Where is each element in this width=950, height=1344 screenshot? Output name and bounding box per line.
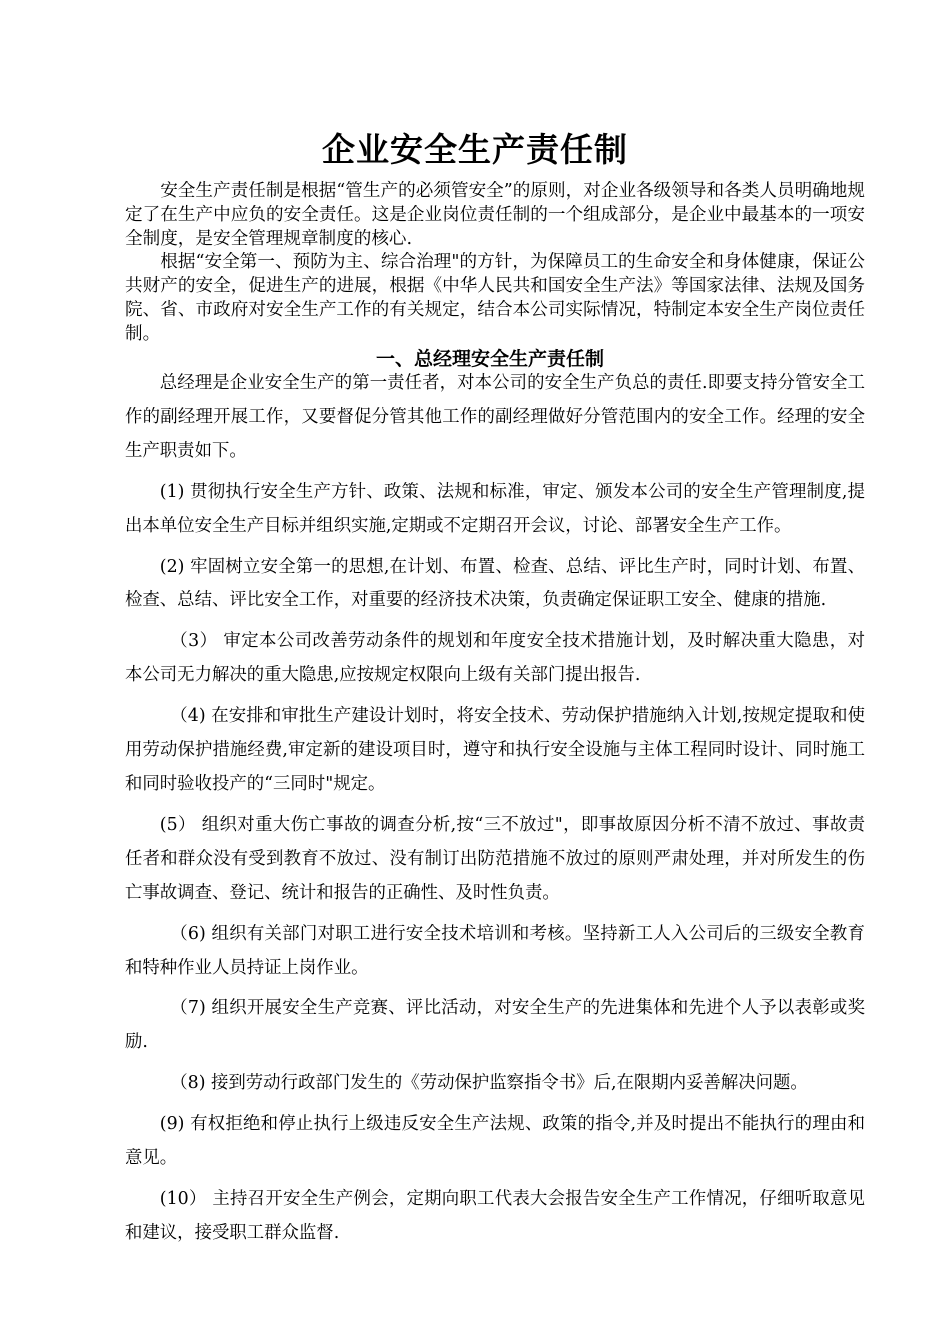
body-paragraph: 总经理是企业安全生产的第一责任者，对本公司的安全生产负总的责任.即要支持分管安全工作的副经理开展工作，又要督促分管其他工作的副经理做好分管范围内的安全工作。经理的安全生产职责如下。	[125, 373, 865, 461]
body-paragraph: (10） 主持召开安全生产例会，定期向职工代表大会报告安全生产工作情况，仔细听取意见和建议，接受职工群众监督.	[125, 1188, 865, 1243]
section-body	[125, 367, 865, 1258]
document-title: 企业安全生产责任制	[322, 130, 628, 169]
body-paragraph: （4) 在安排和审批生产建设计划时，将安全技术、劳动保护措施纳入计划,按规定提取和使用劳动保护措施经费,审定新的建设项目时，遵守和执行安全设施与主体工程同时设计、同时施工和同时验收投产的“三同时"规定。	[125, 706, 865, 794]
body-paragraph: （8) 接到劳动行政部门发生的《劳动保护监察指令书》后,在限期内妥善解决问题。	[170, 1073, 808, 1094]
body-paragraph: (2) 牢固树立安全第一的思想,在计划、布置、检查、总结、评比生产时，同时计划、布置、检查、总结、评比安全工作，对重要的经济技术决策，负责确定保证职工安全、健康的措施.	[125, 556, 865, 611]
body-paragraph: （7) 组织开展安全生产竞赛、评比活动，对安全生产的先进集体和先进个人予以表彰或奖励.	[125, 998, 865, 1053]
body-paragraph: (5） 组织对重大伤亡事故的调查分析,按“三不放过"，即事故原因分析不清不放过、事故责任者和群众没有受到教育不放过、没有制订出防范措施不放过的原则严肃处理，并对所发生的伤亡事故调查、登记、统计和报告的正确性、及时性负责。	[125, 814, 865, 903]
body-paragraph: （6) 组织有关部门对职工进行安全技术培训和考核。坚持新工人入公司后的三级安全教育和特种作业人员持证上岗作业。	[125, 923, 865, 978]
intro-block	[125, 180, 865, 347]
intro-paragraph: 安全生产责任制是根据“管生产的必须管安全”的原则，对企业各级领导和各类人员明确地规定了在生产中应负的安全责任。这是企业岗位责任制的一个组成部分，是企业中最基本的一项安全制度，是安全管理规章制度的核心.	[125, 181, 865, 249]
body-paragraph: (9) 有权拒绝和停止执行上级违反安全生产法规、政策的指令,并及时提出不能执行的理由和意见。	[125, 1114, 865, 1169]
section-heading: 一、总经理安全生产责任制	[375, 348, 604, 370]
body-paragraph: (1) 贯彻执行安全生产方针、政策、法规和标准，审定、颁发本公司的安全生产管理制度,提出本单位安全生产目标并组织实施,定期或不定期召开会议，讨论、部署安全生产工作。	[125, 481, 865, 536]
intro-paragraph: 根据“安全第一、预防为主、综合治理"的方针，为保障员工的生命安全和身体健康，保证公共财产的安全，促进生产的进展，根据《中华人民共和国安全生产法》等国家法律、法规及国务院、省、市政府对安全生产工作的有关规定，结合本公司实际情况，特制定本安全生产岗位责任制。	[125, 252, 865, 344]
body-paragraph: （3） 审定本公司改善劳动条件的规划和年度安全技术措施计划，及时解决重大隐患，对本公司无力解决的重大隐患,应按规定权限向上级有关部门提出报告.	[125, 631, 865, 686]
